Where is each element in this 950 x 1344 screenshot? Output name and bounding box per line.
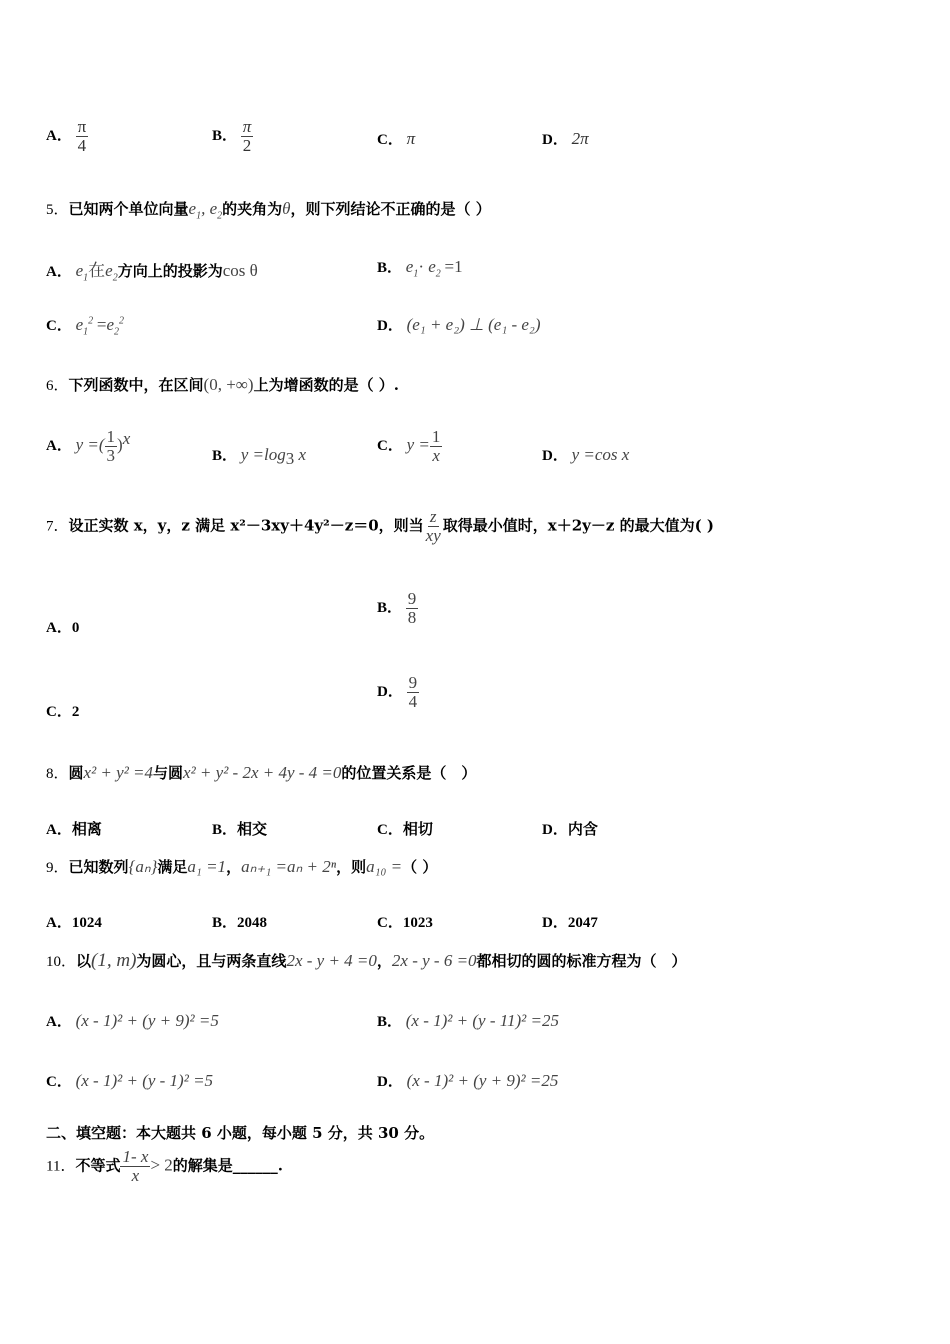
q10-option-c: C． (x - 1)² + (y - 1)² =5 [46,1071,214,1090]
q4-option-b-fraction: $\frac{\pi}{2}$ [242,117,252,155]
question-5: 5．已知两个单位向量$e_1$, $e_2$的夹角为θ，则下列结论不正确的是（ ） [46,199,491,222]
question-7: 7．设正实数 x，y，z 满足 x²－3xy＋4y²－z＝0，则当 $\frac{z}{xy}$ 取得最小值时，x＋2y－z 的最大值为( ) [46,507,715,545]
q6-option-b: B． $y =\log_3$ x [212,445,307,468]
q8-option-b: B．相交 [212,822,268,838]
question-6: 6．下列函数中，在区间(0, +∞)上为增函数的是（ ）. [46,375,400,394]
q9-option-b: B．2048 [212,915,268,931]
question-10: 10．以(1, m)为圆心，且与两条直线2x - y + 4 =0，2x - y - 6 =0都相切的圆的标准方程为（ ） [46,950,687,971]
q5-option-d: D． (e₁ + e₂) ⊥ (e₁ - e₂) [377,315,541,334]
q5-option-c: C． $e_1^2 =e_2^2$ [46,315,125,338]
section-2-heading: 二、填空题：本大题共 6 小题，每小题 5 分，共 30 分。 [46,1124,435,1142]
q7-option-a: A．0 [46,620,80,636]
q4-option-c: C． π [377,129,416,148]
q4-option-a: A． $\frac{\pi}{4}$ [46,117,87,155]
q6-option-a: A． y =( $\frac{1}{3}$ )$^x$ [46,427,131,465]
q10-option-d: D． (x - 1)² + (y + 9)² =25 [377,1071,559,1090]
q7-option-d: D． $\frac{9}{4}$ [377,673,418,711]
q4-option-d: D． 2π [542,129,589,148]
question-9: 9．已知数列{aₙ}满足a₁ =1，aₙ₊₁ =aₙ + 2ⁿ，则a₁₀ =（ ） [46,857,438,876]
q8-option-d: D．内含 [542,822,598,838]
q10-option-a: A． (x - 1)² + (y + 9)² =5 [46,1011,219,1030]
q5-option-a: A． $e_1$在$e_2$方向上的投影为cos θ [46,261,258,284]
q6-option-c: C． y = $\frac{1}{x}$ [377,427,441,465]
q8-option-c: C．相切 [377,822,433,838]
q8-option-a: A．相离 [46,822,102,838]
question-8: 8．圆x² + y² =4与圆x² + y² - 2x + 4y - 4 =0的位置关系是（ ） [46,763,477,782]
q9-option-d: D．2047 [542,915,598,931]
q9-option-a: A．1024 [46,915,102,931]
q6-option-d: D． y =cos x [542,445,630,464]
question-11: 11．不等式 $\frac{1- x}{x}$ > 2的解集是______. [46,1147,284,1185]
q5-option-b: B． $e_1\cdot e_2 =1$ [377,257,463,280]
q4-option-b: B． $\frac{\pi}{2}$ [212,117,252,155]
q7-option-b: B． $\frac{9}{8}$ [377,589,417,627]
q10-option-b: B． (x - 1)² + (y - 11)² =25 [377,1011,559,1030]
q4-option-a-fraction: $\frac{\pi}{4}$ [77,117,87,155]
q9-option-c: C．1023 [377,915,433,931]
q7-option-c: C．2 [46,704,80,720]
